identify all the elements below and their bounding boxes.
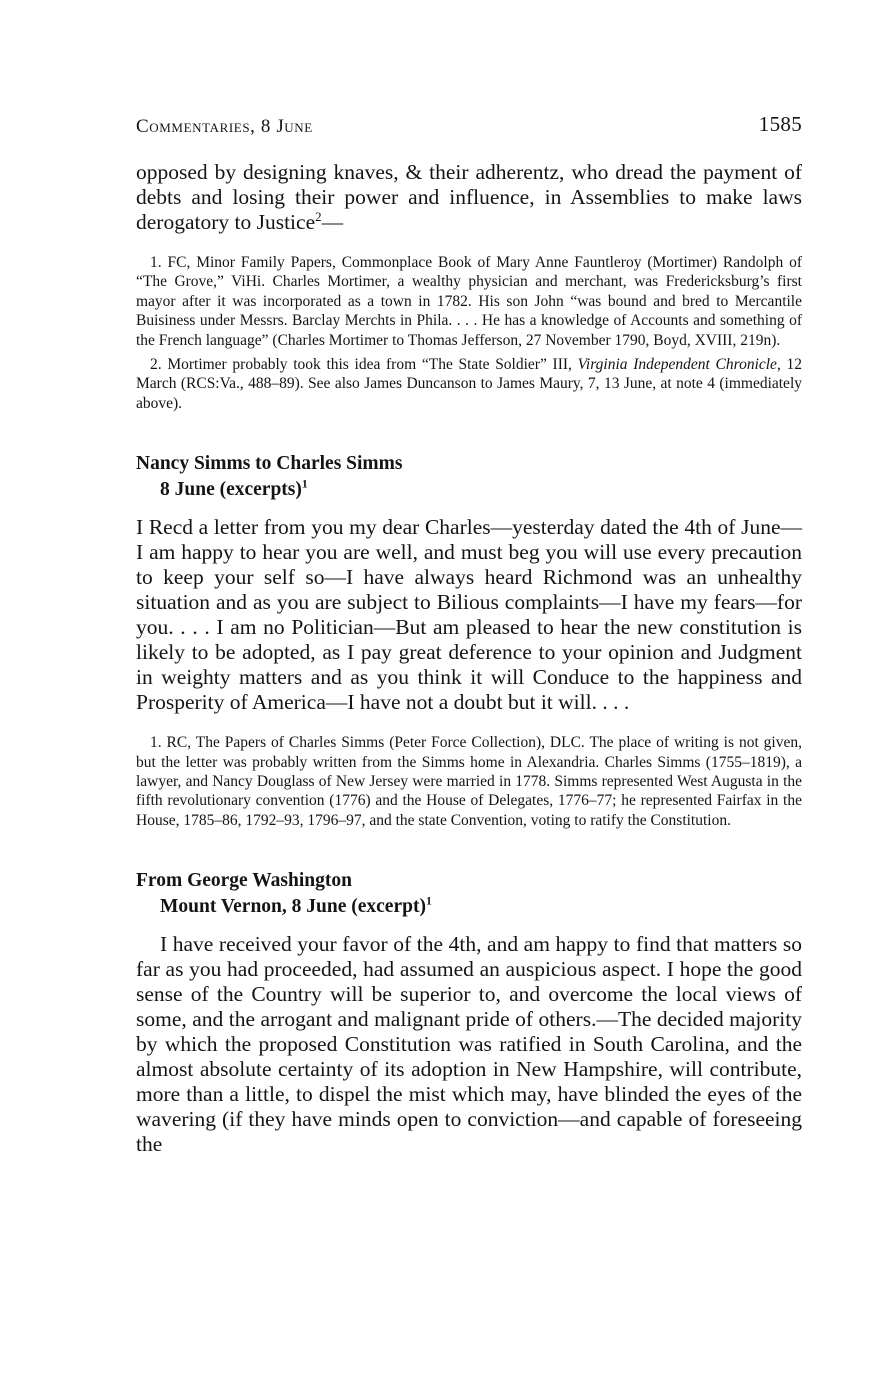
note-reference: 2 bbox=[315, 209, 322, 224]
heading-line-2-text: Mount Vernon, 8 June (excerpt) bbox=[160, 896, 426, 918]
footnote: 1. FC, Minor Family Papers, Commonplace Book of Mary Anne Fauntleroy (Mortimer) Randolph of “The Grove,” ViHi. Charles Mortimer, a wealthy physician and merchant, was Fredericksburg’s first mayor after it was incorporated as a town in 1782. His son John “was bound and bred to Mercantile Buisiness under Messrs. Barclay Merchts in Phila. . . . He has a knowledge of Accounts and something of the French language” (Charles Mortimer to Thomas Jefferson, 27 November 1790, Boyd, XVIII, 219n). bbox=[136, 254, 802, 349]
section-heading bbox=[136, 451, 802, 503]
document-page bbox=[136, 112, 802, 1157]
heading-line-1: From George Washington bbox=[136, 870, 352, 892]
footnote: 1. RC, The Papers of Charles Simms (Peter Force Collection), DLC. The place of writing is not given, but the letter was probably written from the Simms home in Alexandria. Charles Simms (1755–1819), a lawyer, and Nancy Douglass of New Jersey were married in 1778. Simms represented West Augusta in the fifth revolutionary convention (1776) and the House of Delegates, 1776–77; he represented Fairfax in the House, 1785–86, 1792–93, 1796–97, and the state Convention, voting to ratify the Constitution. bbox=[136, 734, 802, 829]
opening-paragraph bbox=[136, 160, 802, 235]
document-section-simms bbox=[136, 451, 802, 830]
footnote-text: 2. Mortimer probably took this idea from “The State Soldier” III, bbox=[150, 356, 578, 374]
footnote-text: , 12 March (RCS:Va., 488–89). See also James Duncanson to James Maury, 7, 13 June, at note 4 (immediately above). bbox=[136, 356, 803, 412]
document-section-washington bbox=[136, 868, 802, 1157]
heading-line-2-text: 8 June (excerpts) bbox=[160, 479, 302, 501]
letter-text: I have received your favor of the 4th, and am happy to find that matters so far as you had proceeded, had assumed an auspicious aspect. I hope the good sense of the Country will be superior to, and overcome the local views of some, and the arrogant and malignant pride of others.—The decided majority by which the proposed Constitution was ratified in South Carolina, and the almost absolute certainty of its adoption in New Hampshire, will contribute, more than a little, to dispel the mist which may, have blinded the eyes of the wavering (if they have minds open to conviction—and capable of foreseeing the bbox=[136, 932, 802, 1157]
page-number: 1585 bbox=[758, 112, 802, 136]
footnote bbox=[136, 355, 802, 413]
section-footnotes bbox=[136, 733, 802, 830]
opening-text: opposed by designing knaves, & their adherentz, who dread the payment of debts and losing their power and influence, in Assemblies to make laws derogatory to Justice bbox=[136, 160, 802, 234]
section-heading bbox=[136, 868, 802, 920]
footnote-italic-title: Virginia Independent Chronicle bbox=[577, 356, 777, 374]
opening-footnotes bbox=[136, 253, 802, 413]
heading-line-2 bbox=[136, 477, 802, 503]
heading-note-reference: 1 bbox=[301, 477, 308, 491]
running-head bbox=[136, 112, 802, 138]
running-head-title: Commentaries, 8 June bbox=[136, 116, 313, 137]
heading-line-2 bbox=[136, 894, 802, 920]
heading-note-reference: 1 bbox=[425, 894, 432, 908]
opening-dash: — bbox=[321, 210, 344, 234]
letter-text: I Recd a letter from you my dear Charles—yesterday dated the 4th of June—I am happy to hear you are well, and must beg you will use every precaution to keep your self so—I have always heard Richmond was an unhealthy situation and as you are subject to Bilious complaints—I have my fears—for you. . . . I am no Politician—But am pleased to hear the new constitution is likely to be adopted, as I pay great deference to your opinion and Judgment in weighty matters and as you think it will Conduce to the happiness and Prosperity of America—I have not a doubt but it will. . . . bbox=[136, 515, 802, 715]
heading-line-1: Nancy Simms to Charles Simms bbox=[136, 453, 403, 475]
